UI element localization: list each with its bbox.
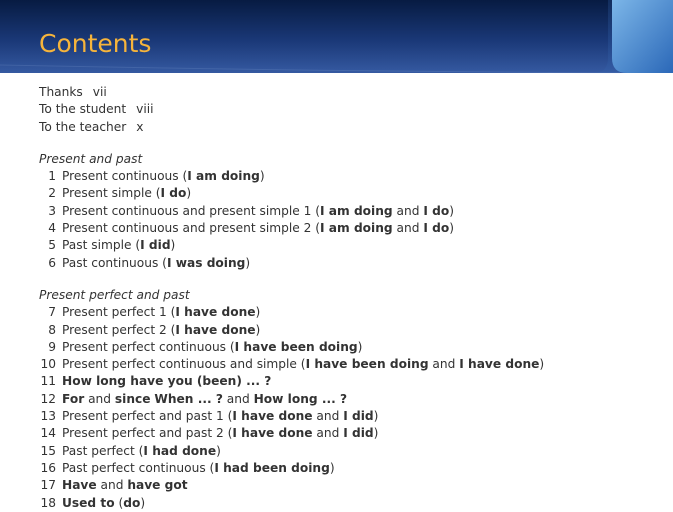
contents-entry[interactable]	[39, 322, 659, 339]
entry-title-bold-part: How long ... ?	[253, 391, 348, 406]
entry-number: 7	[48, 305, 56, 320]
contents-entry[interactable]	[39, 373, 659, 390]
entry-title	[62, 460, 659, 477]
entry-title-bold-part: do	[123, 495, 141, 510]
contents-entry[interactable]	[39, 185, 659, 202]
entry-title	[62, 373, 659, 390]
entry-title-bold-part: How long have you (been) ... ?	[62, 374, 272, 389]
entry-title-part: )	[216, 443, 221, 458]
entry-title	[62, 443, 659, 460]
front-matter-label: Thanks	[39, 85, 83, 99]
entry-title-part: and	[392, 221, 424, 236]
entry-title-bold-part: I have done	[175, 305, 256, 320]
contents-entry[interactable]	[39, 495, 659, 512]
entry-title-part: Present continuous (	[62, 169, 188, 184]
entry-title-part: )	[539, 357, 545, 372]
entry-title-part: Present perfect 1 (	[62, 305, 176, 320]
entry-title-bold-part: I am doing	[320, 221, 393, 236]
entry-number: 2	[48, 186, 56, 201]
entry-title-bold-part: I do	[423, 221, 450, 236]
page-title: Contents	[39, 29, 152, 58]
entry-title-bold-part: I had done	[143, 443, 217, 458]
entry-title-part: and	[312, 409, 344, 424]
contents-entry[interactable]	[39, 304, 659, 321]
entry-title-bold-part: Used to	[62, 495, 115, 510]
entry-title-part: )	[255, 305, 261, 320]
contents-entry[interactable]	[39, 255, 659, 272]
entry-title-part: )	[186, 186, 192, 201]
section-present-perfect-and-past	[39, 287, 659, 512]
contents-entry[interactable]	[39, 220, 659, 237]
entry-title	[62, 408, 659, 425]
section-entries	[39, 304, 659, 512]
entry-title-part: Past perfect (	[62, 443, 144, 458]
entry-number: 17	[40, 478, 56, 493]
entry-number: 9	[48, 339, 56, 354]
entry-title-part: )	[245, 255, 251, 270]
entry-title-part: )	[255, 322, 261, 337]
entry-number: 14	[40, 426, 56, 441]
entry-title-bold-part: I have done	[232, 426, 313, 441]
contents-entry[interactable]	[39, 443, 659, 460]
entry-title	[62, 203, 659, 220]
entry-title	[62, 495, 659, 512]
entry-title-part: Present perfect and past 2 (	[62, 426, 233, 441]
front-matter-label: To the teacher	[39, 119, 127, 134]
entry-title-part: )	[259, 169, 265, 184]
entry-title-part: )	[373, 409, 379, 424]
contents-entry[interactable]	[39, 237, 659, 254]
entry-title-bold-part: I am doing	[320, 203, 393, 218]
entry-title-bold-part: I was doing	[166, 255, 246, 270]
front-matter-page: viii	[136, 102, 154, 117]
entry-number: 3	[48, 203, 56, 218]
entry-number: 18	[40, 495, 56, 510]
entry-number: 4	[48, 221, 56, 236]
entry-title-part: (	[114, 495, 124, 510]
section-gap	[39, 136, 659, 144]
entry-title-part: Present perfect continuous (	[62, 339, 235, 354]
contents-entry[interactable]	[39, 203, 659, 220]
contents-entry[interactable]	[39, 425, 659, 442]
entry-title	[62, 185, 659, 202]
entry-title	[62, 237, 659, 254]
front-matter-label: To the student	[39, 102, 127, 117]
entry-title-part: )	[329, 460, 335, 475]
contents-entry[interactable]	[39, 356, 659, 373]
contents-entry[interactable]	[39, 460, 659, 477]
contents-list	[39, 84, 659, 512]
entry-title-part: Present perfect and past 1 (	[62, 409, 233, 424]
entry-title	[62, 391, 659, 408]
entry-title-bold-part: have got	[127, 478, 188, 493]
entry-title-part: Present continuous and present simple 1 (	[62, 203, 320, 218]
contents-entry[interactable]	[39, 168, 659, 185]
entry-number: 12	[40, 391, 56, 406]
entry-title-bold-part: I do	[160, 186, 187, 201]
entry-title-part: and	[96, 478, 128, 493]
entry-title-bold-part: I have been doing	[305, 357, 429, 372]
contents-entry[interactable]	[39, 408, 659, 425]
entry-title	[62, 304, 659, 321]
entry-title-bold-part: I have been doing	[234, 339, 358, 354]
entry-title-bold-part: I did	[343, 426, 374, 441]
entry-title	[62, 322, 659, 339]
entry-number: 1	[48, 169, 56, 184]
entry-title	[62, 356, 659, 373]
entry-title-part: Present continuous and present simple 2 (	[62, 221, 320, 236]
entry-title-part: Present simple (	[62, 186, 161, 201]
entry-title-bold-part: I am doing	[187, 169, 260, 184]
entry-title-part: and	[222, 391, 254, 406]
entry-title-bold-part: I have done	[232, 409, 313, 424]
front-matter-thanks[interactable]	[39, 84, 659, 101]
entry-title-part: Present perfect 2 (	[62, 322, 176, 337]
front-matter-to-the-student[interactable]	[39, 101, 659, 118]
entry-title	[62, 220, 659, 237]
entry-number: 13	[40, 409, 56, 424]
contents-entry[interactable]	[39, 391, 659, 408]
entry-title-part: )	[373, 426, 379, 441]
entry-title	[62, 339, 659, 356]
entry-number: 16	[40, 460, 56, 475]
header-banner	[0, 0, 673, 78]
entry-title-bold-part: I have done	[459, 357, 540, 372]
entry-number: 8	[48, 322, 56, 337]
entry-title-bold-part: I have done	[175, 322, 256, 337]
entry-title-part: )	[449, 203, 454, 218]
section-gap	[39, 272, 659, 280]
entry-title-bold-part: For	[62, 391, 85, 406]
entry-title	[62, 168, 659, 185]
entry-title-bold-part: I had been doing	[214, 460, 330, 475]
front-matter-page: vii	[92, 85, 107, 99]
entry-title-bold-part: When ... ?	[154, 391, 223, 406]
front-matter-to-the-teacher[interactable]	[39, 119, 659, 136]
entry-number: 11	[40, 374, 56, 389]
entry-number: 6	[48, 255, 56, 270]
entry-title	[62, 425, 659, 442]
entry-title-part: )	[357, 339, 363, 354]
entry-title	[62, 255, 659, 272]
section-present-and-past	[39, 151, 659, 272]
entry-title-part: and	[428, 357, 460, 372]
section-title: Present perfect and past	[39, 287, 190, 302]
entry-number: 10	[40, 357, 56, 372]
entry-title-part: Present perfect continuous and simple (	[62, 357, 306, 372]
entry-title	[62, 477, 659, 494]
contents-entry[interactable]	[39, 477, 659, 494]
entry-title-bold-part: since	[114, 391, 151, 406]
entry-title-part: and	[84, 391, 115, 406]
entry-title-part: Past simple (	[62, 238, 141, 253]
entry-title-bold-part: Have	[62, 478, 97, 493]
entry-title-bold-part: I did	[140, 238, 171, 253]
contents-entry[interactable]	[39, 339, 659, 356]
entry-title-part: )	[140, 495, 146, 510]
front-matter-page: x	[136, 119, 144, 134]
entry-title-part: Past perfect continuous (	[62, 460, 215, 475]
entry-number: 15	[40, 443, 56, 458]
entry-number: 5	[48, 238, 56, 253]
entry-title-part: and	[392, 203, 424, 218]
section-entries	[39, 168, 659, 272]
entry-title-bold-part: I did	[343, 409, 374, 424]
entry-title-bold-part: I do	[423, 203, 450, 218]
section-title: Present and past	[39, 151, 143, 166]
entry-title-part: Past continuous (	[62, 255, 167, 270]
entry-title-part: and	[312, 426, 344, 441]
entry-title-part: )	[170, 238, 176, 253]
entry-title-part: )	[449, 221, 454, 236]
